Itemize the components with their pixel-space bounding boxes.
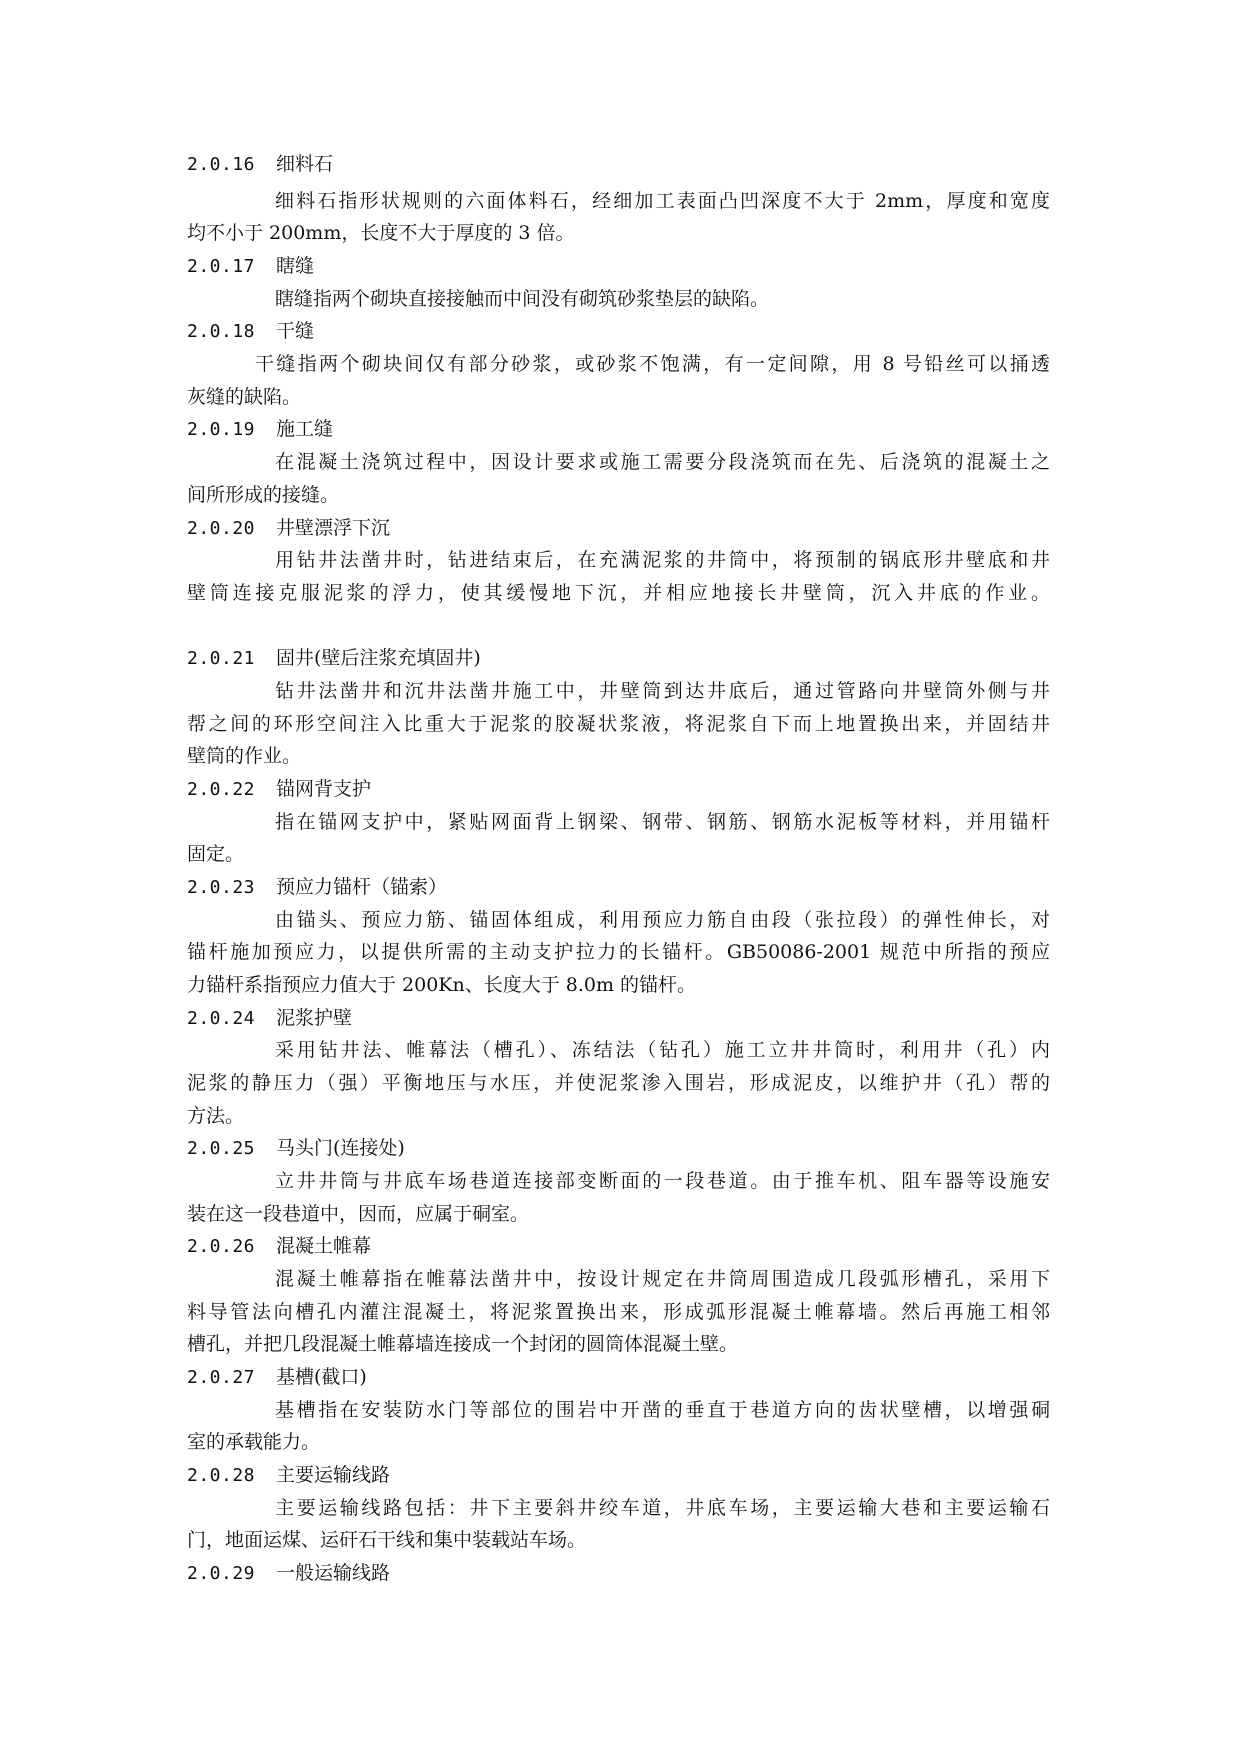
body-line: 壁筒的作业。 [187, 745, 302, 767]
body-line: 料导管法向槽孔内灌注混凝土，将泥浆置换出来，形成弧形混凝土帷幕墙。然后再施工相邻 [187, 1301, 1050, 1323]
term-heading [187, 517, 390, 540]
term-number: 2.0.24 [187, 1008, 256, 1029]
term-title: 干缝 [276, 320, 315, 342]
body-line: 立井井筒与井底车场巷道连接部变断面的一段巷道。由于推车机、阻车器等设施安 [275, 1170, 1050, 1192]
body-line: 间所形成的接缝。 [187, 484, 340, 506]
body-line: 混凝土帷幕指在帷幕法凿井中，按设计规定在井筒周围造成几段弧形槽孔，采用下 [275, 1268, 1050, 1290]
term-title: 基槽(截口) [276, 1366, 367, 1388]
body-line: 用钻井法凿井时，钻进结束后，在充满泥浆的井筒中，将预制的锅底形井壁底和井 [275, 549, 1050, 571]
body-line: 门，地面运煤、运矸石干线和集中装载站车场。 [187, 1529, 587, 1551]
term-heading [187, 647, 481, 670]
term-heading [187, 255, 314, 278]
body-line: 力锚杆系指预应力值大于 200Kn、长度大于 8.0m 的锚杆。 [187, 974, 697, 996]
body-line: 泥浆的静压力（强）平衡地压与水压，并使泥浆渗入围岩，形成泥皮，以维护井（孔）帮的 [187, 1072, 1050, 1094]
body-line: 采用钻井法、帷幕法（槽孔）、冻结法（钻孔）施工立井井筒时，利用井（孔）内 [275, 1039, 1050, 1061]
term-heading [187, 1464, 390, 1487]
body-line: 细料石指形状规则的六面体料石，经细加工表面凸凹深度不大于 2mm，厚度和宽度 [275, 190, 1050, 212]
term-number: 2.0.17 [187, 256, 256, 277]
body-line: 锚杆施加预应力，以提供所需的主动支护拉力的长锚杆。GB50086-2001 规范中所指的预应 [187, 941, 1050, 963]
term-title: 锚网背支护 [276, 778, 372, 800]
body-line: 灰缝的缺陷。 [187, 386, 302, 408]
term-number: 2.0.26 [187, 1236, 256, 1257]
term-number: 2.0.18 [187, 321, 256, 342]
body-line: 主要运输线路包括：井下主要斜井绞车道，井底车场，主要运输大巷和主要运输石 [275, 1497, 1050, 1519]
term-number: 2.0.19 [187, 419, 256, 440]
term-heading [187, 1366, 367, 1389]
term-number: 2.0.29 [187, 1563, 256, 1584]
term-number: 2.0.25 [187, 1138, 256, 1159]
body-line: 由锚头、预应力筋、锚固体组成，利用预应力筋自由段（张拉段）的弹性伸长，对 [275, 909, 1050, 931]
term-title: 固井(壁后注浆充填固井) [276, 647, 481, 669]
term-heading [187, 876, 447, 899]
term-title: 细料石 [276, 153, 334, 175]
term-title: 井壁漂浮下沉 [276, 517, 391, 539]
term-number: 2.0.23 [187, 877, 256, 898]
term-heading [187, 778, 371, 801]
term-title: 一般运输线路 [276, 1562, 391, 1584]
term-title: 泥浆护壁 [276, 1007, 353, 1029]
body-line: 干缝指两个砌块间仅有部分砂浆，或砂浆不饱满，有一定间隙，用 8 号铅丝可以捅透 [255, 353, 1050, 375]
term-title: 施工缝 [276, 418, 334, 440]
term-heading [187, 1137, 405, 1160]
body-line: 在混凝土浇筑过程中，因设计要求或施工需要分段浇筑而在先、后浇筑的混凝土之 [275, 451, 1050, 473]
term-number: 2.0.16 [187, 154, 256, 175]
term-number: 2.0.20 [187, 518, 256, 539]
term-heading [187, 1007, 352, 1030]
term-number: 2.0.21 [187, 648, 256, 669]
term-title: 预应力锚杆（锚索） [276, 876, 448, 898]
term-heading [187, 418, 333, 441]
body-line: 室的承载能力。 [187, 1431, 321, 1453]
term-number: 2.0.27 [187, 1367, 256, 1388]
body-line: 壁筒连接克服泥浆的浮力，使其缓慢地下沉，并相应地接长井壁筒，沉入井底的作业。 [187, 582, 1050, 604]
body-line: 槽孔，并把几段混凝土帷幕墙连接成一个封闭的圆筒体混凝土壁。 [187, 1333, 739, 1355]
term-heading [187, 1562, 390, 1585]
body-line: 方法。 [187, 1105, 245, 1127]
term-heading [187, 153, 333, 176]
body-line: 装在这一段巷道中，因而，应属于硐室。 [187, 1203, 530, 1225]
term-number: 2.0.22 [187, 779, 256, 800]
body-line: 指在锚网支护中，紧贴网面背上钢梁、钢带、钢筋、钢筋水泥板等材料，并用锚杆 [275, 811, 1050, 833]
term-heading [187, 1235, 371, 1258]
body-line: 瞎缝指两个砌块直接接触而中间没有砌筑砂浆垫层的缺陷。 [275, 288, 770, 310]
body-line: 均不小于 200mm，长度不大于厚度的 3 倍。 [187, 222, 575, 244]
body-line: 基槽指在安装防水门等部位的围岩中开凿的垂直于巷道方向的齿状壁槽，以增强硐 [275, 1399, 1050, 1421]
body-line: 帮之间的环形空间注入比重大于泥浆的胶凝状浆液，将泥浆自下而上地置换出来，并固结井 [187, 713, 1050, 735]
term-number: 2.0.28 [187, 1465, 256, 1486]
body-line: 钻井法凿井和沉井法凿井施工中，井壁筒到达井底后，通过管路向井壁筒外侧与井 [275, 680, 1050, 702]
term-title: 混凝土帷幕 [276, 1235, 372, 1257]
term-heading [187, 320, 314, 343]
term-title: 瞎缝 [276, 255, 315, 277]
term-title: 主要运输线路 [276, 1464, 391, 1486]
term-title: 马头门(连接处) [276, 1137, 405, 1159]
body-line: 固定。 [187, 843, 245, 865]
